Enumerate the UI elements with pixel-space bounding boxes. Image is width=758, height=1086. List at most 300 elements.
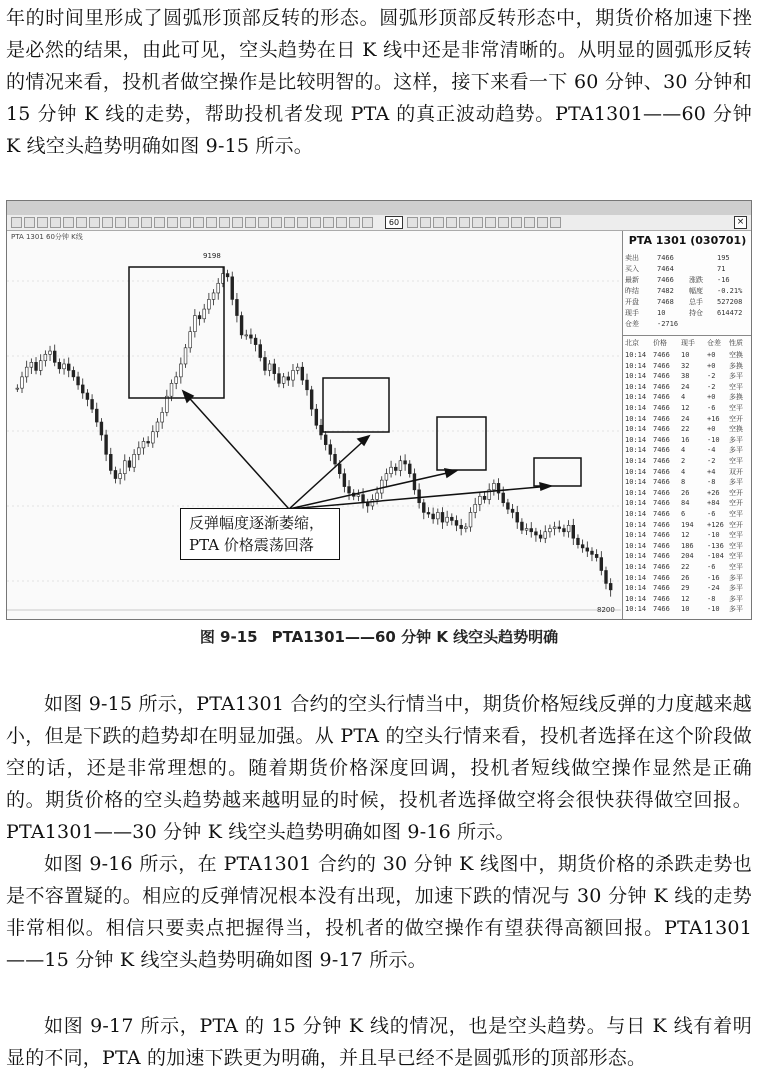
candle bbox=[310, 386, 313, 416]
toolbar-tool-icon[interactable] bbox=[89, 217, 100, 228]
bounce-box-2 bbox=[323, 378, 389, 432]
trade-row bbox=[625, 445, 750, 456]
trade-cell: -6 bbox=[707, 510, 716, 518]
candle bbox=[128, 457, 131, 471]
trade-row bbox=[625, 594, 750, 605]
candle bbox=[455, 515, 458, 531]
trade-cell: 24 bbox=[681, 382, 690, 391]
toolbar-tool-icon[interactable] bbox=[258, 217, 269, 228]
candle bbox=[549, 525, 552, 538]
toolbar-tool-icon[interactable] bbox=[407, 217, 418, 228]
toolbar-tool-icon[interactable] bbox=[37, 217, 48, 228]
candle bbox=[394, 463, 397, 475]
trade-cell: 7466 bbox=[653, 393, 670, 402]
trade-header-cell: 性质 bbox=[729, 339, 743, 347]
quote-cell: 71 bbox=[717, 265, 726, 273]
trade-row bbox=[625, 604, 750, 615]
toolbar-tool-icon[interactable] bbox=[102, 217, 113, 228]
trade-cell: 7466 bbox=[653, 435, 670, 444]
trade-row bbox=[625, 573, 750, 584]
trade-cell: -16 bbox=[707, 573, 720, 582]
candle bbox=[446, 511, 449, 526]
candle bbox=[226, 270, 229, 282]
candle bbox=[413, 469, 416, 495]
trade-cell: 7466 bbox=[653, 584, 670, 593]
trade-cell: +0 bbox=[707, 393, 716, 402]
quote-cell: 买入 bbox=[625, 265, 639, 273]
candle bbox=[418, 483, 421, 508]
trade-cell: 多平 bbox=[729, 584, 743, 593]
candle bbox=[198, 312, 201, 326]
toolbar-tool-icon[interactable] bbox=[446, 217, 457, 228]
kline-chart-figure bbox=[6, 200, 752, 620]
toolbar-tool-icon[interactable] bbox=[420, 217, 431, 228]
candle bbox=[474, 498, 477, 518]
quote-cell: 总手 bbox=[689, 298, 703, 306]
toolbar-tool-icon[interactable] bbox=[336, 217, 347, 228]
candle bbox=[520, 518, 523, 534]
trade-cell: 10:14 bbox=[625, 414, 647, 423]
candle bbox=[156, 418, 159, 437]
toolbar-tool-icon[interactable] bbox=[180, 217, 191, 228]
candle bbox=[203, 304, 206, 323]
candle bbox=[422, 499, 425, 519]
candle bbox=[567, 520, 570, 537]
trade-cell: 10:14 bbox=[625, 393, 647, 402]
trade-cell: 多平 bbox=[729, 573, 743, 582]
quote-cell: 7466 bbox=[657, 254, 674, 262]
toolbar-tool-icon[interactable] bbox=[128, 217, 139, 228]
trade-cell: 204 bbox=[681, 552, 694, 561]
toolbar-tool-icon[interactable] bbox=[167, 217, 178, 228]
trade-cell: -8 bbox=[707, 594, 716, 603]
candle bbox=[240, 312, 243, 339]
trade-cell: 7466 bbox=[653, 520, 670, 529]
candle bbox=[217, 278, 220, 300]
candle bbox=[301, 362, 304, 385]
trade-cell: 2 bbox=[681, 457, 686, 465]
toolbar-tool-icon[interactable] bbox=[297, 217, 308, 228]
trade-cell: 12 bbox=[681, 404, 690, 412]
trade-row bbox=[625, 456, 750, 467]
trade-cell: 12 bbox=[681, 531, 690, 540]
trade-cell: 双开 bbox=[729, 467, 743, 476]
trade-cell: +0 bbox=[707, 361, 716, 370]
trade-row bbox=[625, 403, 750, 414]
toolbar-tool-icon[interactable] bbox=[206, 217, 217, 228]
trade-cell: 10:14 bbox=[625, 510, 647, 518]
toolbar-tool-icon[interactable] bbox=[323, 217, 334, 228]
caption-number: 图 9-15 bbox=[199, 628, 258, 646]
quote-cell: 持仓 bbox=[689, 309, 703, 317]
trade-cell: 10:14 bbox=[625, 520, 647, 529]
candle bbox=[586, 541, 589, 556]
trade-cell: 7466 bbox=[653, 573, 670, 582]
candle bbox=[600, 551, 603, 575]
toolbar-tool-icon[interactable] bbox=[76, 217, 87, 228]
trade-row bbox=[625, 477, 750, 488]
quote-cell: 现手 bbox=[625, 309, 639, 317]
candle bbox=[544, 525, 547, 543]
candle bbox=[441, 507, 444, 529]
trade-row bbox=[625, 520, 750, 531]
candle bbox=[306, 374, 309, 396]
toolbar-tool-icon[interactable] bbox=[459, 217, 470, 228]
toolbar-tool-icon[interactable] bbox=[310, 217, 321, 228]
toolbar-tool-icon[interactable] bbox=[115, 217, 126, 228]
candle bbox=[63, 359, 66, 375]
candle bbox=[105, 430, 108, 461]
figure-caption bbox=[0, 626, 758, 647]
trade-cell: 7466 bbox=[653, 361, 670, 370]
toolbar-tool-icon[interactable] bbox=[284, 217, 295, 228]
candle bbox=[268, 360, 271, 376]
quote-cell: 7468 bbox=[657, 298, 674, 306]
candle bbox=[399, 456, 402, 477]
trade-cell: 10:14 bbox=[625, 382, 647, 391]
candle bbox=[91, 394, 94, 413]
candle bbox=[488, 483, 491, 504]
candle bbox=[207, 293, 210, 314]
trade-row bbox=[625, 371, 750, 382]
trade-cell: 7466 bbox=[653, 488, 670, 497]
trade-cell: 22 bbox=[681, 425, 690, 434]
candle bbox=[189, 327, 192, 353]
trade-cell: 多换 bbox=[729, 361, 743, 370]
trade-header-row bbox=[625, 338, 750, 349]
trade-cell: 6 bbox=[681, 510, 686, 518]
candle bbox=[161, 407, 164, 429]
quote-cell: 最新 bbox=[625, 276, 639, 284]
trade-row bbox=[625, 435, 750, 446]
candle bbox=[123, 454, 126, 480]
toolbar-tool-icon[interactable] bbox=[524, 217, 535, 228]
candle bbox=[605, 567, 608, 590]
annotation-line-2: PTA 价格震荡回落 bbox=[189, 536, 314, 554]
trade-cell: 空开 bbox=[729, 414, 743, 423]
trade-cell: -10 bbox=[707, 435, 720, 444]
trade-cell: 12 bbox=[681, 594, 690, 603]
candle bbox=[516, 506, 519, 529]
candle bbox=[506, 499, 509, 514]
bounce-box-4 bbox=[534, 458, 581, 486]
candle bbox=[72, 367, 75, 381]
trade-cell: -2 bbox=[707, 372, 716, 381]
candle bbox=[21, 372, 24, 393]
body-paragraph-2: 如图 9-16 所示，在 PTA1301 合约的 30 分钟 K 线图中，期货价格的杀跌走势也是不容置疑的。相应的反弹情况根本没有出现，加速下跌的情况与 30 分钟 K 线的走势非常相似。相信只要卖点把握得当，投机者的做空操作有望获得高额回报。PTA1301——15 分钟 K 线空头趋势明确如图 9-17 所示。 bbox=[6, 853, 752, 971]
trade-cell: 空平 bbox=[729, 563, 743, 571]
candle bbox=[483, 491, 486, 503]
candle bbox=[137, 441, 140, 460]
trade-cell: 10:14 bbox=[625, 594, 647, 603]
candle bbox=[563, 525, 566, 537]
candle bbox=[432, 508, 435, 524]
trade-cell: -4 bbox=[707, 446, 716, 455]
trade-cell: 10:14 bbox=[625, 351, 647, 359]
chart-symbol-header: PTA 1301 60分钟 K线 bbox=[11, 233, 83, 241]
quote-row bbox=[625, 264, 750, 274]
trade-cell: +16 bbox=[707, 414, 720, 423]
candle bbox=[86, 389, 89, 406]
trade-row bbox=[625, 541, 750, 552]
annotation-line-1: 反弹幅度逐渐萎缩， bbox=[189, 514, 325, 532]
trade-cell: 空平 bbox=[729, 510, 743, 518]
candle bbox=[348, 480, 351, 500]
trade-cell: -104 bbox=[707, 552, 724, 561]
trade-cell: 多平 bbox=[729, 594, 743, 603]
candle bbox=[100, 418, 103, 441]
toolbar-tool-icon[interactable] bbox=[245, 217, 256, 228]
candle bbox=[119, 469, 122, 485]
trade-row bbox=[625, 424, 750, 435]
trade-cell: 10:14 bbox=[625, 531, 647, 540]
close-icon[interactable]: × bbox=[734, 216, 747, 229]
candle bbox=[259, 339, 262, 361]
trade-cell: 10:14 bbox=[625, 372, 647, 381]
trade-row bbox=[625, 509, 750, 520]
candle bbox=[25, 361, 28, 383]
toolbar-tool-icon[interactable] bbox=[154, 217, 165, 228]
toolbar-tool-icon[interactable] bbox=[63, 217, 74, 228]
bounce-box-3 bbox=[437, 417, 486, 470]
trade-cell: 10:14 bbox=[625, 425, 647, 434]
trade-cell: 空换 bbox=[729, 425, 743, 434]
candle bbox=[175, 372, 178, 389]
candle bbox=[133, 449, 136, 472]
high-price-label: 9198 bbox=[203, 252, 221, 260]
candle bbox=[296, 363, 299, 374]
period-60-button[interactable]: 60 bbox=[385, 216, 403, 229]
trade-header-cell: 仓差 bbox=[707, 339, 721, 347]
trade-cell: 7466 bbox=[653, 552, 670, 561]
candle bbox=[572, 519, 575, 545]
candle bbox=[577, 534, 580, 548]
trade-cell: 空开 bbox=[729, 520, 743, 529]
trade-cell: +0 bbox=[707, 425, 716, 434]
trade-cell: +84 bbox=[707, 499, 720, 508]
trade-cell: 10:14 bbox=[625, 478, 647, 487]
candle bbox=[357, 489, 360, 501]
trade-cell: 空平 bbox=[729, 382, 743, 391]
trade-cell: +126 bbox=[707, 520, 724, 529]
quote-cell: 7482 bbox=[657, 287, 674, 295]
body-paragraph-1: 如图 9-15 所示，PTA1301 合约的空头行情当中，期货价格短线反弹的力度越来越小，但是下跌的趋势却在明显加强。从 PTA 的空头行情来看，投机者选择在这个阶段做空的话，还是非常理想的。随着期货价格深度回调，投机者短线做空操作显然是正确的。期货价格的空头趋势越来越明显的时候，投机者选择做空将会很快获得做空回报。PTA1301——30 分钟 K 线空头趋势明确如图 9-16 所示。 bbox=[6, 693, 752, 843]
candle bbox=[245, 330, 248, 340]
intro-paragraph: 年的时间里形成了圆弧形顶部反转的形态。圆弧形顶部反转形态中，期货价格加速下挫是必然的结果，由此可见，空头趋势在日 K 线中还是非常清晰的。从明显的圆弧形反转的情况来看，投机者做空操作是比较明智的。这样，接下来看一下 60 分钟、30 分钟和 15 分钟 K 线的走势，帮助投机者发现 PTA 的真正波动趋势。PTA1301——60 分钟 K 线空头趋势明确如图 9-15 所示。 bbox=[6, 7, 752, 157]
candle bbox=[558, 520, 561, 532]
trade-cell: -2 bbox=[707, 457, 716, 465]
toolbar-tool-icon[interactable] bbox=[232, 217, 243, 228]
trade-cell: -24 bbox=[707, 584, 720, 593]
trade-cell: 7466 bbox=[653, 425, 670, 434]
trade-cell: 7466 bbox=[653, 563, 670, 571]
toolbar-tool-icon[interactable] bbox=[472, 217, 483, 228]
trade-cell: +26 bbox=[707, 488, 720, 497]
panel-divider bbox=[623, 335, 752, 336]
trade-cell: 10:14 bbox=[625, 488, 647, 497]
quote-row bbox=[625, 297, 750, 307]
chart-window-titlebar bbox=[7, 201, 751, 216]
trade-cell: 186 bbox=[681, 541, 694, 550]
candle bbox=[292, 364, 295, 387]
candle bbox=[67, 358, 70, 378]
quote-info-panel bbox=[622, 231, 752, 619]
candle bbox=[179, 358, 182, 384]
trade-cell: 10:14 bbox=[625, 467, 647, 476]
trade-cell: 多平 bbox=[729, 446, 743, 455]
candle bbox=[231, 272, 234, 306]
candle bbox=[49, 346, 52, 361]
trade-cell: 多平 bbox=[729, 435, 743, 444]
candle bbox=[236, 293, 239, 322]
trade-cell: 多换 bbox=[729, 393, 743, 402]
trade-cell: 多平 bbox=[729, 372, 743, 381]
candle bbox=[278, 367, 281, 387]
quote-cell: -16 bbox=[717, 276, 730, 284]
trade-row bbox=[625, 562, 750, 573]
candlestick-chart bbox=[7, 231, 621, 619]
toolbar-tool-icon[interactable] bbox=[498, 217, 509, 228]
trade-row bbox=[625, 361, 750, 372]
toolbar-tool-icon[interactable] bbox=[141, 217, 152, 228]
toolbar-tool-icon[interactable] bbox=[24, 217, 35, 228]
trade-cell: 7466 bbox=[653, 372, 670, 381]
trade-cell: -6 bbox=[707, 404, 716, 412]
trade-cell: 38 bbox=[681, 372, 690, 381]
trade-cell: 空平 bbox=[729, 531, 743, 540]
trade-row bbox=[625, 382, 750, 393]
trade-cell: -8 bbox=[707, 478, 716, 487]
candle bbox=[591, 547, 594, 561]
candle bbox=[334, 448, 337, 468]
trade-cell: 10:14 bbox=[625, 563, 647, 571]
trade-row bbox=[625, 392, 750, 403]
candle bbox=[539, 530, 542, 542]
candle bbox=[436, 509, 439, 525]
trade-cell: 空换 bbox=[729, 351, 743, 359]
quote-cell: 7466 bbox=[657, 276, 674, 284]
trade-row bbox=[625, 414, 750, 425]
trade-row bbox=[625, 551, 750, 562]
candle bbox=[254, 334, 257, 351]
trade-cell: 10:14 bbox=[625, 584, 647, 593]
trade-cell: 多平 bbox=[729, 478, 743, 487]
trade-cell: 7466 bbox=[653, 414, 670, 423]
toolbar-tool-icon[interactable] bbox=[271, 217, 282, 228]
quote-cell: 仓差 bbox=[625, 320, 639, 328]
trade-cell: 24 bbox=[681, 414, 690, 423]
toolbar-tool-icon[interactable] bbox=[362, 217, 373, 228]
trade-cell: 10:14 bbox=[625, 446, 647, 455]
trade-row bbox=[625, 583, 750, 594]
trade-row bbox=[625, 498, 750, 509]
trade-header-cell: 北京 bbox=[625, 339, 639, 347]
trade-cell: -2 bbox=[707, 382, 716, 391]
trade-row bbox=[625, 488, 750, 499]
toolbar-tool-icon[interactable] bbox=[485, 217, 496, 228]
quote-row bbox=[625, 275, 750, 285]
quote-cell: -2716 bbox=[657, 320, 679, 328]
trade-cell: 26 bbox=[681, 573, 690, 582]
annotation-arrows bbox=[183, 391, 551, 509]
trade-cell: 空平 bbox=[729, 552, 743, 561]
candle bbox=[30, 358, 33, 373]
candle bbox=[469, 507, 472, 532]
toolbar-tool-icon[interactable] bbox=[349, 217, 360, 228]
trade-row bbox=[625, 467, 750, 478]
trade-cell: 10 bbox=[681, 605, 690, 614]
candle bbox=[581, 540, 584, 553]
candle bbox=[497, 478, 500, 500]
trade-cell: 7466 bbox=[653, 446, 670, 455]
toolbar-tool-icon[interactable] bbox=[433, 217, 444, 228]
trade-cell: 7466 bbox=[653, 351, 670, 359]
candle bbox=[142, 438, 145, 455]
trade-cell: 7466 bbox=[653, 457, 670, 465]
candle bbox=[264, 351, 267, 375]
candle bbox=[460, 519, 463, 535]
candle bbox=[282, 373, 285, 388]
quote-cell: 614472 bbox=[717, 309, 743, 317]
trade-cell: 16 bbox=[681, 435, 690, 444]
candle bbox=[44, 350, 47, 366]
trade-cell: 26 bbox=[681, 488, 690, 497]
trade-cell: 32 bbox=[681, 361, 690, 370]
trade-cell: 10:14 bbox=[625, 457, 647, 465]
body-paragraph-3: 如图 9-17 所示，PTA 的 15 分钟 K 线的情况，也是空头趋势。与日 K 线有着明显的不同，PTA 的加速下跌更为明确，并且早已经不是圆弧形的顶部形态。 bbox=[6, 1015, 752, 1069]
candle bbox=[450, 513, 453, 525]
trade-cell: 8 bbox=[681, 478, 686, 487]
trade-cell: -10 bbox=[707, 605, 720, 614]
candle bbox=[193, 309, 196, 337]
trade-cell: -136 bbox=[707, 541, 724, 550]
candle bbox=[35, 357, 38, 374]
toolbar-tool-icon[interactable] bbox=[193, 217, 204, 228]
candle bbox=[404, 454, 407, 470]
quote-cell: 10 bbox=[657, 309, 666, 317]
toolbar-tool-icon[interactable] bbox=[11, 217, 22, 228]
trade-cell: 10:14 bbox=[625, 435, 647, 444]
candle bbox=[553, 522, 556, 536]
candle bbox=[58, 358, 61, 373]
trade-cell: 29 bbox=[681, 584, 690, 593]
trade-cell: 7466 bbox=[653, 541, 670, 550]
low-price-label: 8200 bbox=[597, 606, 615, 614]
toolbar-tool-icon[interactable] bbox=[537, 217, 548, 228]
trade-cell: 10:14 bbox=[625, 404, 647, 412]
chart-toolbar bbox=[7, 215, 751, 231]
candle bbox=[408, 460, 411, 477]
candle bbox=[320, 419, 323, 440]
toolbar-tool-icon[interactable] bbox=[50, 217, 61, 228]
candle bbox=[151, 425, 154, 448]
trade-cell: 4 bbox=[681, 393, 686, 402]
candle bbox=[95, 403, 98, 427]
trade-cell: 空平 bbox=[729, 404, 743, 412]
caption-text: PTA1301——60 分钟 K 线空头趋势明确 bbox=[271, 628, 559, 646]
candle bbox=[525, 523, 528, 535]
quote-row bbox=[625, 286, 750, 296]
candle bbox=[250, 328, 253, 343]
trade-cell: 7466 bbox=[653, 531, 670, 540]
toolbar-tool-icon[interactable] bbox=[511, 217, 522, 228]
candle bbox=[427, 507, 430, 518]
candle bbox=[609, 578, 612, 596]
toolbar-tool-icon[interactable] bbox=[219, 217, 230, 228]
toolbar-tool-icon[interactable] bbox=[550, 217, 561, 228]
trade-cell: 84 bbox=[681, 499, 690, 508]
trade-cell: 10:14 bbox=[625, 541, 647, 550]
